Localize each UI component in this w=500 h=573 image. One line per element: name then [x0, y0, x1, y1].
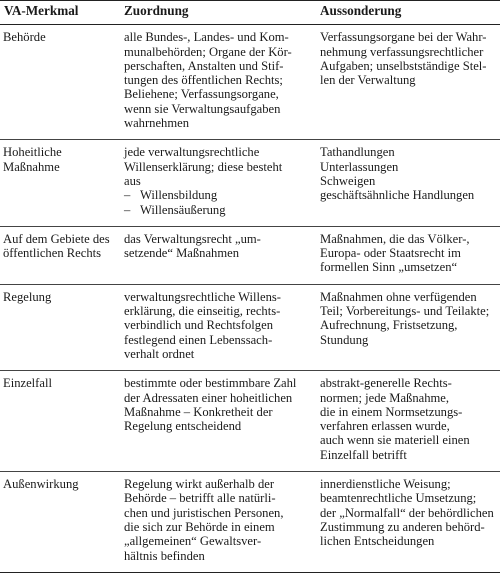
- text-line: Verfassungsorgane bei der Wahr-: [320, 30, 487, 45]
- merkmal-cell: [0, 25, 107, 140]
- text-line: beamtenrechtliche Umsetzung;: [320, 491, 477, 506]
- text-line: Teil; Vorbereitungs- und Teilakte;: [320, 304, 490, 319]
- zuordnung-cell: [107, 226, 304, 284]
- aussonderung-cell: [304, 472, 500, 573]
- text-line: Behörde: [3, 30, 46, 45]
- text-line: Unterlassungen: [320, 159, 399, 174]
- header-merkmal: VA-Merkmal: [4, 3, 79, 18]
- text-line: abstrakt-generelle Rechts-: [320, 376, 452, 391]
- text-line: Regelung wirkt außerhalb der: [124, 477, 275, 492]
- text-line: lichen Entscheidungen: [320, 534, 435, 549]
- text-line: hältnis befinden: [124, 548, 205, 563]
- merkmal-cell: [0, 284, 107, 370]
- table-row-aussenwirkung: [0, 472, 500, 573]
- table-row-regelung: [0, 284, 500, 370]
- dash-bullet: –: [124, 202, 131, 217]
- text-line: Regelung: [3, 289, 52, 304]
- text-line: Maßnahme: [3, 159, 60, 174]
- text-line: Willenserklärung; diese besteht: [124, 159, 283, 174]
- aussonderung-cell: [304, 371, 500, 472]
- text-line: chen und juristischen Personen,: [124, 505, 284, 520]
- text-line: Einzelfall betrifft: [320, 447, 407, 462]
- aussonderung-cell: [304, 140, 500, 226]
- merkmal-cell: [0, 140, 107, 226]
- dash-bullet: –: [124, 188, 131, 203]
- text-line: nehmung verfassungsrechtlicher: [320, 44, 484, 59]
- text-line: Maßnahmen, die das Völker-,: [320, 231, 470, 246]
- text-line: Hoheitliche: [3, 145, 62, 160]
- text-line: Tathandlungen: [320, 145, 395, 160]
- text-line: setzende“ Maßnahmen: [124, 246, 240, 261]
- header-zuordnung: Zuordnung: [124, 3, 189, 18]
- text-line: wenn sie Verwaltungsaufgaben: [124, 101, 281, 116]
- text-line: Zustimmung zu anderen behörd-: [320, 519, 485, 534]
- text-line: Maßnahme – Konkretheit der: [124, 404, 273, 419]
- text-line: Außenwirkung: [3, 477, 79, 492]
- header-row: [0, 1, 500, 25]
- text-line: erklärung, die einseitig, rechts-: [124, 304, 281, 319]
- text-line: innerdienstliche Weisung;: [320, 477, 451, 492]
- text-line: verhalt ordnet: [124, 346, 195, 361]
- text-line: Aufgaben; unselbstständige Stel-: [320, 58, 487, 73]
- text-line: die sich zur Behörde in einem: [124, 519, 275, 534]
- list-item: [124, 203, 300, 217]
- list-item-label: Willensäußerung: [140, 202, 226, 217]
- text-line: Maßnahmen ohne verfügenden: [320, 289, 477, 304]
- text-line: „allgemeinen“ Gewaltsver-: [124, 534, 262, 549]
- text-line: festlegend einen Lebenssach-: [124, 332, 273, 347]
- list-item-label: Willensbildung: [140, 188, 218, 203]
- zuordnung-cell: [107, 25, 304, 140]
- text-line: auch wenn sie materiell einen: [320, 433, 470, 448]
- text-line: jede verwaltungsrechtliche: [124, 145, 260, 160]
- zuordnung-cell: [107, 371, 304, 472]
- table-header: [0, 1, 500, 25]
- merkmal-cell: [0, 371, 107, 472]
- text-line: der „Normalfall“ der behördlichen: [320, 505, 494, 520]
- text-line: formellen Sinn „umsetzen“: [320, 260, 458, 275]
- table-body: [0, 25, 500, 573]
- text-line: Stundung: [320, 332, 369, 347]
- text-line: das Verwaltungsrecht „um-: [124, 231, 261, 246]
- merkmal-cell: [0, 226, 110, 284]
- header-aussonderung: Aussonderung: [320, 3, 402, 18]
- text-line: die in einem Normsetzungs-: [320, 404, 463, 419]
- text-line: wahrnehmen: [124, 116, 190, 131]
- text-line: len der Verwaltung: [320, 73, 416, 88]
- text-line: verbindlich und Rechtsfolgen: [124, 318, 273, 333]
- merkmal-cell: [0, 472, 107, 573]
- text-line: geschäftsähnliche Handlungen: [320, 188, 475, 203]
- zuordnung-cell: [107, 284, 304, 370]
- text-line: Regelung entscheidend: [124, 419, 242, 434]
- text-line: Beliehene; Verfassungsorgane,: [124, 87, 279, 102]
- text-line: Schweigen: [320, 173, 376, 188]
- text-line: Einzelfall: [3, 376, 52, 391]
- text-line: Auf dem Gebiete des: [3, 231, 110, 246]
- text-line: munalbehörden; Organe der Kör-: [124, 44, 292, 59]
- table-row-einzelfall: [0, 371, 500, 472]
- text-line: der Adressaten einer hoheitlichen: [124, 390, 293, 405]
- zuordnung-cell: [107, 472, 304, 573]
- text-line: perschaften, Anstalten und Stif-: [124, 58, 284, 73]
- aussonderung-cell: [304, 226, 500, 284]
- text-line: normen; jede Maßnahme,: [320, 390, 450, 405]
- text-line: Aufrechnung, Fristsetzung,: [320, 318, 458, 333]
- text-line: verwaltungsrechtliche Willens-: [124, 289, 281, 304]
- text-line: öffentlichen Rechts: [3, 246, 102, 261]
- aussonderung-cell: [304, 284, 500, 370]
- table-row-hoheitliche-massnahme: [0, 140, 500, 226]
- text-line: Behörde – betrifft alle natürli-: [124, 491, 276, 506]
- text-line: bestimmte oder bestimmbare Zahl: [124, 376, 297, 391]
- table-row-behoerde: [0, 25, 500, 140]
- text-line: alle Bundes-, Landes- und Kom-: [124, 30, 289, 45]
- aussonderung-cell: [304, 25, 500, 140]
- table-row-oeffentliches-recht: [0, 226, 500, 284]
- list-item: [124, 188, 300, 202]
- zuordnung-cell: [107, 140, 304, 226]
- text-line: Europa- oder Staatsrecht im: [320, 246, 461, 261]
- text-line: verfahren erlassen wurde,: [320, 419, 450, 434]
- text-line: tungen des öffentlichen Rechts;: [124, 73, 283, 88]
- text-line: aus: [124, 173, 141, 188]
